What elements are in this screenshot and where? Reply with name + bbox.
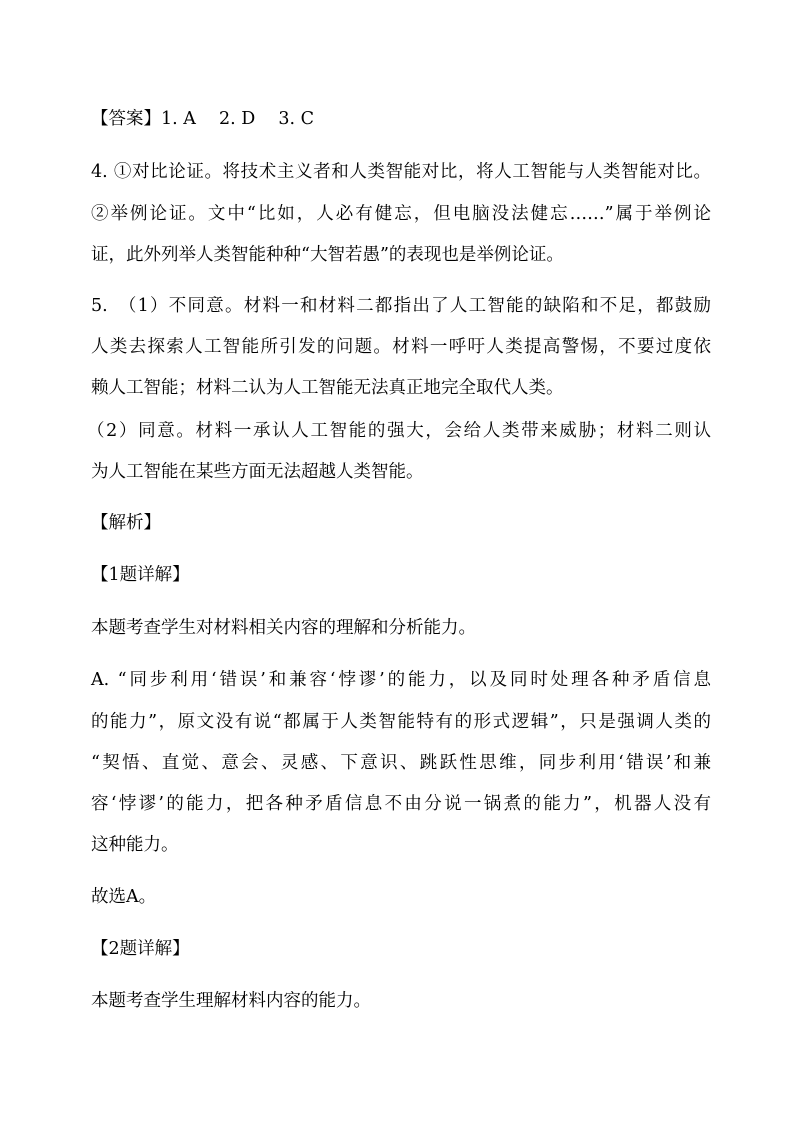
q5-part1-line-1: 5. （1）不同意。材料一和材料二都指出了人工智能的缺陷和不足，都鼓励: [91, 296, 711, 316]
detail1-body-line-3: “契悟、直觉、意会、灵感、下意识、跳跃性思维，同步利用‘错误’和兼: [91, 753, 711, 773]
q5-part2-line-1: （2）同意。材料一承认人工智能的强大，会给人类带来威胁；材料二则认: [87, 421, 711, 441]
answer-line: 【答案】1. A 2. D 3. C: [91, 109, 314, 129]
q4-line-2: ②举例论证。文中“比如，人必有健忘，但电脑没法健忘……”属于举例论: [91, 204, 711, 224]
detail2-intro: 本题考查学生理解材料内容的能力。: [91, 991, 371, 1011]
detail1-intro: 本题考查学生对材料相关内容的理解和分析能力。: [91, 618, 476, 638]
detail1-body-line-2: 的能力”，原文没有说“都属于人类智能特有的形式逻辑”，只是强调人类的: [91, 712, 711, 732]
q5-part1-line-2: 人类去探索人工智能所引发的问题。材料一呼吁人类提高警惕，不要过度依: [91, 337, 711, 357]
q5-part2-line-2: 为人工智能在某些方面无法超越人类智能。: [91, 462, 424, 482]
detail1-conclusion: 故选A。: [91, 887, 157, 907]
detail1-body-line-1: A. “同步利用‘错误’和兼容‘悖谬’的能力，以及同时处理各种矛盾信息: [91, 670, 711, 690]
q4-line-1: 4. ①对比论证。将技术主义者和人类智能对比，将人工智能与人类智能对比。: [91, 162, 711, 182]
detail2-heading: 【2题详解】: [91, 939, 190, 959]
analysis-heading: 【解析】: [91, 513, 161, 533]
q5-part1-line-3: 赖人工智能；材料二认为人工智能无法真正地完全取代人类。: [91, 378, 564, 398]
detail1-body-line-5: 这种能力。: [91, 835, 179, 855]
detail1-body-line-4: 容‘悖谬’的能力，把各种矛盾信息不由分说一锅煮的能力”，机器人没有: [91, 794, 711, 814]
detail1-heading: 【1题详解】: [91, 565, 190, 585]
q4-line-3: 证，此外列举人类智能种种“大智若愚”的表现也是举例论证。: [91, 245, 564, 265]
